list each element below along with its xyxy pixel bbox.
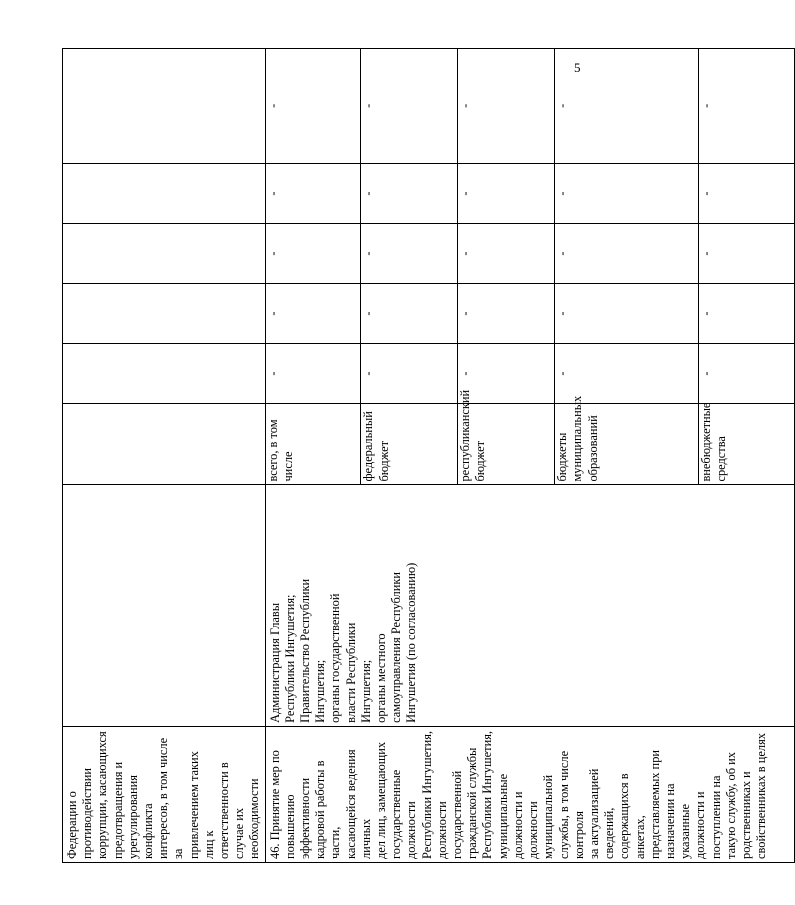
table-row-46 (265, 49, 794, 863)
funding-value: - (555, 344, 699, 404)
funding-value: - (698, 103, 713, 108)
funding-cell-empty (63, 404, 266, 484)
funding-value: - (458, 284, 555, 344)
total-cell-empty (63, 49, 266, 164)
funding-value: - (698, 164, 793, 224)
funding-row (555, 49, 699, 484)
funding-value: - (266, 224, 361, 284)
funding-value: - (458, 49, 555, 164)
funding-source: федеральный бюджет (361, 404, 458, 484)
page-number: 5 (574, 60, 581, 75)
funding-source: республиканский бюджет (458, 404, 555, 484)
year-cell-empty (63, 344, 266, 404)
year-cell-empty (63, 164, 266, 224)
funding-row (361, 49, 458, 484)
funding-value: - (555, 49, 699, 164)
funding-row (698, 49, 793, 484)
funding-source: всего, в том числе (266, 404, 361, 484)
executors-cell-46: Администрация Главы Республики Ингушетия; Правительство Республики Ингушетия; органы государственной власти Республики Ингушетия; органы местного самоуправления Республики Ингушетия (по согласованию) (265, 484, 794, 726)
funding-value: - (361, 164, 458, 224)
table-row-continued (63, 49, 266, 863)
funding-value: - (361, 49, 458, 164)
funding-value: - (458, 224, 555, 284)
funding-value: - (555, 224, 699, 284)
funding-block (265, 49, 794, 485)
funding-value: - (266, 164, 361, 224)
funding-value: - (361, 284, 458, 344)
funding-row (458, 49, 555, 484)
funding-value: - (266, 344, 361, 404)
funding-value: - (361, 344, 458, 404)
funding-value: - (555, 164, 699, 224)
funding-value: - (555, 284, 699, 344)
rotated-table-container (62, 48, 769, 863)
year-cell-empty (63, 224, 266, 284)
funding-value: - (361, 224, 458, 284)
funding-value: - (266, 49, 361, 164)
executors-cell-empty (63, 484, 266, 726)
funding-value: - (266, 284, 361, 344)
funding-value: - (458, 344, 555, 404)
description-cell-continued: Федерации о противодействии коррупции, касающихся предотвращения и урегулирования конфликта интересов, в том числе за привлечением таких лиц к ответственности в случае их необходимости (63, 726, 266, 862)
year-cell-empty (63, 284, 266, 344)
description-cell-46: 46. Принятие мер по повышению эффективности кадровой работы в части, касающейся ведения личных дел лиц, замещающих государственные должности Республики Ингушетия, должности государственной гражданской службы Республики Ингушетия, муниципальные должности и должности муниципальной службы, в том числе контроля за актуализацией сведений, содержащихся в анкетах, представляемых при назначении на указанные должности и поступлении на такую службу, об их родственниках и свойственниках в целях (265, 726, 794, 862)
funding-value: - (698, 344, 793, 404)
funding-value: - (458, 164, 555, 224)
funding-source: бюджеты муниципальных образований (555, 404, 699, 484)
funding-value: - (698, 284, 793, 344)
funding-row (266, 49, 361, 484)
activity-table (62, 48, 795, 863)
funding-value: - (698, 224, 793, 284)
funding-subtable (266, 49, 794, 484)
funding-source: внебюджетные средства (698, 404, 793, 484)
